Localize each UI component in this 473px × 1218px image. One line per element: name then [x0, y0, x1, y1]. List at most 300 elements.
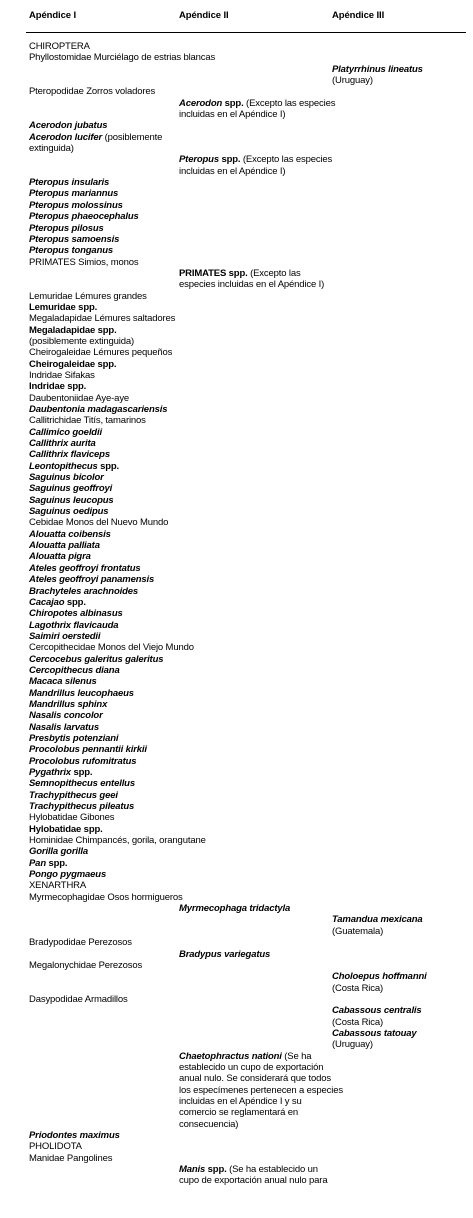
- cell-text: (Se ha: [281, 1050, 312, 1062]
- table-row: [0, 291, 473, 302]
- cell-text: Bradypus variegatus: [179, 948, 271, 960]
- cell-text: Macaca silenus: [29, 676, 97, 688]
- header-appendix-2: Apéndice II: [179, 10, 229, 21]
- table-row: [0, 370, 473, 381]
- cell-text: Brachyteles arachnoides: [29, 585, 139, 597]
- appendix-3-cell: [332, 1005, 422, 1016]
- cell-text: Acerodon jubatus: [29, 120, 108, 132]
- table-row: [0, 211, 473, 222]
- table-row: [0, 778, 473, 789]
- table-row: [0, 302, 473, 313]
- cell-text: Cercocebus galeritus galeritus: [29, 653, 164, 665]
- cell-text: Procolobus rufomitratus: [29, 755, 137, 767]
- table-row: [0, 949, 473, 960]
- cell-text: (Guatemala): [332, 925, 384, 937]
- appendix-1-cell: [29, 472, 104, 483]
- table-row: [0, 132, 473, 143]
- appendix-1-cell: [29, 654, 163, 665]
- cell-text: spp.: [64, 596, 86, 608]
- appendix-1-cell: [29, 744, 147, 755]
- cell-text: spp.: [222, 97, 244, 109]
- cell-text: Chiropotes albinasus: [29, 608, 123, 620]
- table-row: [0, 52, 473, 63]
- cell-text: PHOLIDOTA: [29, 1141, 82, 1153]
- table-row: [0, 64, 473, 75]
- appendix-1-cell: [29, 347, 172, 358]
- appendix-1-cell: [29, 449, 110, 460]
- appendix-1-cell: [29, 1141, 82, 1152]
- table-row: [0, 1028, 473, 1039]
- table-row: [0, 449, 473, 460]
- table-row: [0, 166, 473, 177]
- cell-text: (Uruguay): [332, 1039, 373, 1051]
- table-row: [0, 1164, 473, 1175]
- appendix-2-cell: [179, 1096, 302, 1107]
- cell-text: Hylobatidae spp.: [29, 823, 103, 835]
- cell-text: consecuencia): [179, 1118, 239, 1130]
- table-row: [0, 336, 473, 347]
- table-row: [0, 608, 473, 619]
- table-row: [0, 551, 473, 562]
- table-row: [0, 812, 473, 823]
- appendix-1-cell: [29, 200, 123, 211]
- cell-text: Choloepus hoffmanni: [332, 971, 427, 983]
- table-row: [0, 461, 473, 472]
- cell-text: CHIROPTERA: [29, 41, 90, 52]
- table-row: [0, 994, 473, 1005]
- cell-text: (Excepto las: [247, 267, 301, 279]
- appendix-1-cell: [29, 824, 103, 835]
- cell-text: Ateles geoffroyi frontatus: [29, 562, 141, 574]
- header-divider: [26, 32, 466, 33]
- cell-text: comercio se reglamentará en: [179, 1107, 298, 1119]
- appendix-1-cell: [29, 257, 139, 268]
- cell-text: Manidae Pangolines: [29, 1152, 113, 1164]
- table-row: [0, 835, 473, 846]
- cell-text: PRIMATES Simios, monos: [29, 256, 139, 268]
- appendix-1-cell: [29, 869, 106, 880]
- cell-text: Cheirogaleidae spp.: [29, 358, 117, 370]
- cell-text: spp.: [45, 857, 68, 869]
- table-row: [0, 540, 473, 551]
- cell-text: Alouatta palliata: [29, 540, 100, 552]
- appendix-1-cell: [29, 767, 92, 778]
- appendix-1-cell: [29, 994, 128, 1005]
- table-row: [0, 506, 473, 517]
- table-row: [0, 1062, 473, 1073]
- appendix-2-cell: [179, 279, 324, 290]
- cell-text: Alouatta pigra: [29, 551, 91, 563]
- appendix-2-cell: [179, 1073, 331, 1084]
- appendix-1-cell: [29, 892, 183, 903]
- table-row: [0, 41, 473, 52]
- table-row: [0, 858, 473, 869]
- cell-text: Saguinus leucopus: [29, 494, 114, 506]
- cell-text: incluidas en el Apéndice I): [179, 109, 286, 121]
- cell-text: Pteropus molossinus: [29, 199, 123, 211]
- appendix-1-cell: [29, 631, 100, 642]
- cell-text: Callitrichidae Titís, tamarinos: [29, 415, 146, 427]
- appendix-1-cell: [29, 393, 129, 404]
- cell-text: XENARTHRA: [29, 880, 87, 892]
- cell-text: Pteropus pilosus: [29, 222, 104, 234]
- table-row: [0, 279, 473, 290]
- table-row: [0, 665, 473, 676]
- table-row: [0, 245, 473, 256]
- table-row: [0, 257, 473, 268]
- cell-text: (Se ha establecido un: [226, 1164, 318, 1176]
- appendix-1-cell: [29, 41, 90, 52]
- table-row: [0, 177, 473, 188]
- table-row: [0, 574, 473, 585]
- appendix-2-cell: [179, 154, 332, 165]
- cell-text: Acerodon: [179, 97, 223, 109]
- appendix-1-cell: [29, 495, 114, 506]
- appendix-3-cell: [332, 1028, 417, 1039]
- cell-text: Mandrillus leucophaeus: [29, 687, 134, 699]
- table-row: [0, 404, 473, 415]
- table-row: [0, 1107, 473, 1118]
- appendix-1-cell: [29, 586, 138, 597]
- appendix-1-cell: [29, 483, 112, 494]
- species-table: [0, 41, 473, 1187]
- appendix-1-cell: [29, 415, 146, 426]
- table-row: [0, 676, 473, 687]
- cell-text: Lemuridae spp.: [29, 301, 98, 313]
- cell-text: Daubentoniidae Aye-aye: [29, 392, 130, 404]
- appendix-1-cell: [29, 506, 108, 517]
- cell-text: (Costa Rica): [332, 1016, 383, 1028]
- cell-text: (posiblemente extinguida): [29, 335, 135, 347]
- table-row: [0, 200, 473, 211]
- table-row: [0, 744, 473, 755]
- appendix-1-cell: [29, 642, 194, 653]
- table-row: [0, 620, 473, 631]
- cell-text: Trachypithecus pileatus: [29, 801, 135, 813]
- cell-text: Cebidae Monos del Nuevo Mundo: [29, 517, 169, 529]
- table-row: [0, 699, 473, 710]
- table-row: [0, 1175, 473, 1186]
- appendix-2-cell: [179, 166, 285, 177]
- cell-text: (Excepto las especies: [243, 97, 336, 109]
- table-row: [0, 529, 473, 540]
- appendix-1-cell: [29, 722, 99, 733]
- appendix-1-cell: [29, 846, 88, 857]
- table-row: [0, 359, 473, 370]
- table-row: [0, 1141, 473, 1152]
- appendix-1-cell: [29, 86, 155, 97]
- table-row: [0, 1017, 473, 1028]
- table-row: [0, 903, 473, 914]
- appendix-1-cell: [29, 880, 86, 891]
- appendix-1-cell: [29, 302, 97, 313]
- appendix-1-cell: [29, 540, 100, 551]
- appendix-2-cell: [179, 1051, 311, 1062]
- table-row: [0, 1005, 473, 1016]
- table-row: [0, 143, 473, 154]
- cell-text: establecido un cupo de exportación: [179, 1061, 324, 1073]
- cell-text: Pongo pygmaeus: [29, 869, 107, 881]
- table-row: [0, 517, 473, 528]
- table-row: [0, 688, 473, 699]
- appendix-3-cell: [332, 1039, 373, 1050]
- cell-text: Bradypodidae Perezosos: [29, 937, 132, 949]
- table-row: [0, 880, 473, 891]
- cell-text: spp.: [205, 1164, 227, 1176]
- table-row: [0, 869, 473, 880]
- table-row: [0, 86, 473, 97]
- cell-text: Nasalis larvatus: [29, 721, 99, 733]
- cell-text: Pteropus insularis: [29, 177, 110, 189]
- cell-text: (Excepto las especies: [240, 154, 333, 166]
- appendix-1-cell: [29, 1130, 120, 1141]
- appendix-1-cell: [29, 461, 119, 472]
- table-row: [0, 393, 473, 404]
- table-row: [0, 767, 473, 778]
- cell-text: extinguida): [29, 143, 74, 155]
- appendix-3-cell: [332, 983, 383, 994]
- cell-text: Cacajao: [29, 596, 65, 608]
- appendix-1-cell: [29, 404, 167, 415]
- appendix-1-cell: [29, 188, 118, 199]
- table-row: [0, 926, 473, 937]
- appendix-3-cell: [332, 971, 427, 982]
- appendix-3-cell: [332, 914, 423, 925]
- cell-text: Dasypodidae Armadillos: [29, 993, 128, 1005]
- cell-text: spp.: [218, 154, 241, 166]
- appendix-1-cell: [29, 960, 142, 971]
- appendix-2-cell: [179, 1119, 238, 1130]
- cell-text: Saguinus oedipus: [29, 506, 109, 518]
- appendix-3-cell: [332, 64, 423, 75]
- header-appendix-1: Apéndice I: [29, 10, 77, 21]
- cell-text: Pteropus samoensis: [29, 233, 120, 245]
- cell-text: (posiblemente: [102, 131, 163, 143]
- table-row: [0, 234, 473, 245]
- appendix-1-cell: [29, 858, 67, 869]
- appendix-2-cell: [179, 109, 285, 120]
- table-row: [0, 756, 473, 767]
- appendix-2-cell: [179, 1164, 318, 1175]
- appendix-1-cell: [29, 143, 74, 154]
- table-row: [0, 1096, 473, 1107]
- cell-text: Saguinus geoffroyi: [29, 483, 113, 495]
- appendix-2-cell: [179, 1107, 298, 1118]
- appendix-2-cell: [179, 1175, 327, 1186]
- cell-text: Trachypithecus geei: [29, 789, 118, 801]
- appendix-1-cell: [29, 370, 95, 381]
- table-row: [0, 268, 473, 279]
- appendix-1-cell: [29, 801, 134, 812]
- appendix-1-cell: [29, 132, 162, 143]
- appendix-1-cell: [29, 52, 215, 63]
- cell-text: Callimico goeldii: [29, 426, 102, 438]
- cell-text: Chaetophractus nationi: [179, 1050, 282, 1062]
- appendix-1-cell: [29, 710, 103, 721]
- cell-text: Mandrillus sphinx: [29, 698, 108, 710]
- cell-text: Cabassous tatouay: [332, 1027, 417, 1039]
- cell-text: spp.: [70, 767, 93, 778]
- appendix-1-cell: [29, 325, 117, 336]
- appendix-1-cell: [29, 620, 118, 631]
- table-row: [0, 223, 473, 234]
- cell-text: Indridae Sifakas: [29, 369, 95, 381]
- appendix-1-cell: [29, 381, 86, 392]
- table-row: [0, 722, 473, 733]
- appendix-1-cell: [29, 177, 109, 188]
- table-row: [0, 415, 473, 426]
- cell-text: Pteropus: [179, 154, 219, 166]
- appendix-2-cell: [179, 98, 335, 109]
- cell-text: Saimiri oerstedii: [29, 630, 101, 642]
- table-row: [0, 1039, 473, 1050]
- table-row: [0, 824, 473, 835]
- appendix-1-cell: [29, 665, 120, 676]
- appendix-1-cell: [29, 438, 96, 449]
- cell-text: especies incluidas en el Apéndice I): [179, 279, 325, 291]
- appendix-3-cell: [332, 1017, 383, 1028]
- cell-text: Megaladapidae spp.: [29, 324, 117, 336]
- table-row: [0, 472, 473, 483]
- table-row: [0, 937, 473, 948]
- cell-text: spp.: [97, 460, 120, 472]
- cell-text: Cercopithecidae Monos del Viejo Mundo: [29, 642, 194, 654]
- cell-text: Ateles geoffroyi panamensis: [29, 574, 155, 586]
- appendix-2-cell: [179, 949, 270, 960]
- appendix-1-cell: [29, 336, 134, 347]
- table-row: [0, 313, 473, 324]
- appendix-1-cell: [29, 756, 136, 767]
- cell-text: Indridae spp.: [29, 381, 87, 393]
- table-row: [0, 495, 473, 506]
- appendix-1-cell: [29, 120, 107, 131]
- appendix-1-cell: [29, 234, 119, 245]
- table-row: [0, 971, 473, 982]
- appendix-1-cell: [29, 699, 107, 710]
- cell-text: Pteropus phaeocephalus: [29, 211, 139, 223]
- table-row: [0, 188, 473, 199]
- cell-text: Procolobus pennantii kirkii: [29, 744, 147, 756]
- cell-text: Cheirogaleidae Lémures pequeños: [29, 347, 173, 359]
- table-row: [0, 1051, 473, 1062]
- cell-text: Presbytis potenziani: [29, 732, 119, 744]
- table-row: [0, 983, 473, 994]
- appendix-1-cell: [29, 790, 118, 801]
- table-row: [0, 381, 473, 392]
- appendix-2-cell: [179, 1085, 343, 1096]
- cell-text: Gorilla gorilla: [29, 846, 88, 858]
- table-row: [0, 120, 473, 131]
- appendix-1-cell: [29, 937, 132, 948]
- table-row: [0, 597, 473, 608]
- appendix-1-cell: [29, 291, 147, 302]
- table-row: [0, 427, 473, 438]
- appendix-1-cell: [29, 359, 116, 370]
- table-row: [0, 483, 473, 494]
- appendix-1-cell: [29, 563, 141, 574]
- cell-text: los especímenes pertenecen a especies: [179, 1084, 343, 1096]
- appendix-1-cell: [29, 313, 175, 324]
- table-row: [0, 733, 473, 744]
- cell-text: (Costa Rica): [332, 982, 383, 994]
- cell-text: Hylobatidae Gibones: [29, 812, 115, 824]
- cell-text: PRIMATES spp.: [179, 267, 248, 279]
- cell-text: Cercopithecus diana: [29, 664, 120, 676]
- appendix-1-cell: [29, 529, 111, 540]
- cell-text: incluidas en el Apéndice I y su: [179, 1095, 302, 1107]
- table-row: [0, 586, 473, 597]
- table-row: [0, 109, 473, 120]
- cell-text: Tamandua mexicana: [332, 914, 423, 926]
- cell-text: Semnopithecus entellus: [29, 778, 135, 790]
- cell-text: Pteropus mariannus: [29, 188, 119, 200]
- appendix-2-cell: [179, 268, 301, 279]
- appendix-2-cell: [179, 903, 290, 914]
- table-row: [0, 1073, 473, 1084]
- appendix-1-cell: [29, 551, 91, 562]
- cell-text: Pan: [29, 857, 46, 869]
- cell-text: (Uruguay): [332, 75, 373, 87]
- cell-text: Cabassous centralis: [332, 1005, 422, 1017]
- appendix-1-cell: [29, 427, 102, 438]
- cell-text: Priodontes maximus: [29, 1130, 120, 1141]
- cell-text: Lagothrix flavicauda: [29, 619, 119, 631]
- appendix-1-cell: [29, 223, 104, 234]
- table-row: [0, 438, 473, 449]
- cell-text: Callithrix aurita: [29, 438, 96, 450]
- appendix-1-cell: [29, 835, 206, 846]
- appendix-1-cell: [29, 688, 134, 699]
- cell-text: Pteropodidae Zorros voladores: [29, 86, 156, 98]
- table-row: [0, 1119, 473, 1130]
- cell-text: Platyrrhinus lineatus: [332, 63, 423, 75]
- table-row: [0, 642, 473, 653]
- cell-text: Phyllostomidae Murciélago de estrias blancas: [29, 52, 216, 64]
- cell-text: Pygathrix: [29, 767, 71, 778]
- appendix-1-cell: [29, 733, 118, 744]
- cell-text: anual nulo. Se considerará que todos: [179, 1073, 331, 1085]
- table-row: [0, 1085, 473, 1096]
- table-row: [0, 325, 473, 336]
- table-row: [0, 790, 473, 801]
- appendix-1-cell: [29, 517, 168, 528]
- cell-text: Myrmecophaga tridactyla: [179, 903, 291, 915]
- cell-text: Alouatta coibensis: [29, 528, 111, 540]
- appendix-1-cell: [29, 608, 123, 619]
- appendix-3-cell: [332, 926, 383, 937]
- appendix-1-cell: [29, 778, 135, 789]
- cell-text: Callithrix flaviceps: [29, 449, 110, 461]
- table-row: [0, 710, 473, 721]
- cell-text: Leontopithecus: [29, 460, 98, 472]
- table-row: [0, 960, 473, 971]
- table-row: [0, 1153, 473, 1164]
- table-row: [0, 892, 473, 903]
- table-row: [0, 98, 473, 109]
- appendix-1-cell: [29, 676, 97, 687]
- appendix-1-cell: [29, 574, 154, 585]
- cell-text: Hominidae Chimpancés, gorila, orangutane: [29, 835, 206, 847]
- appendix-1-cell: [29, 211, 139, 222]
- cell-text: Pteropus tonganus: [29, 245, 114, 257]
- table-row: [0, 347, 473, 358]
- cell-text: Lemuridae Lémures grandes: [29, 290, 147, 302]
- table-row: [0, 914, 473, 925]
- table-row: [0, 563, 473, 574]
- cell-text: Acerodon lucifer: [29, 131, 103, 143]
- header-appendix-3: Apéndice III: [332, 10, 385, 21]
- cell-text: Daubentonia madagascariensis: [29, 404, 168, 415]
